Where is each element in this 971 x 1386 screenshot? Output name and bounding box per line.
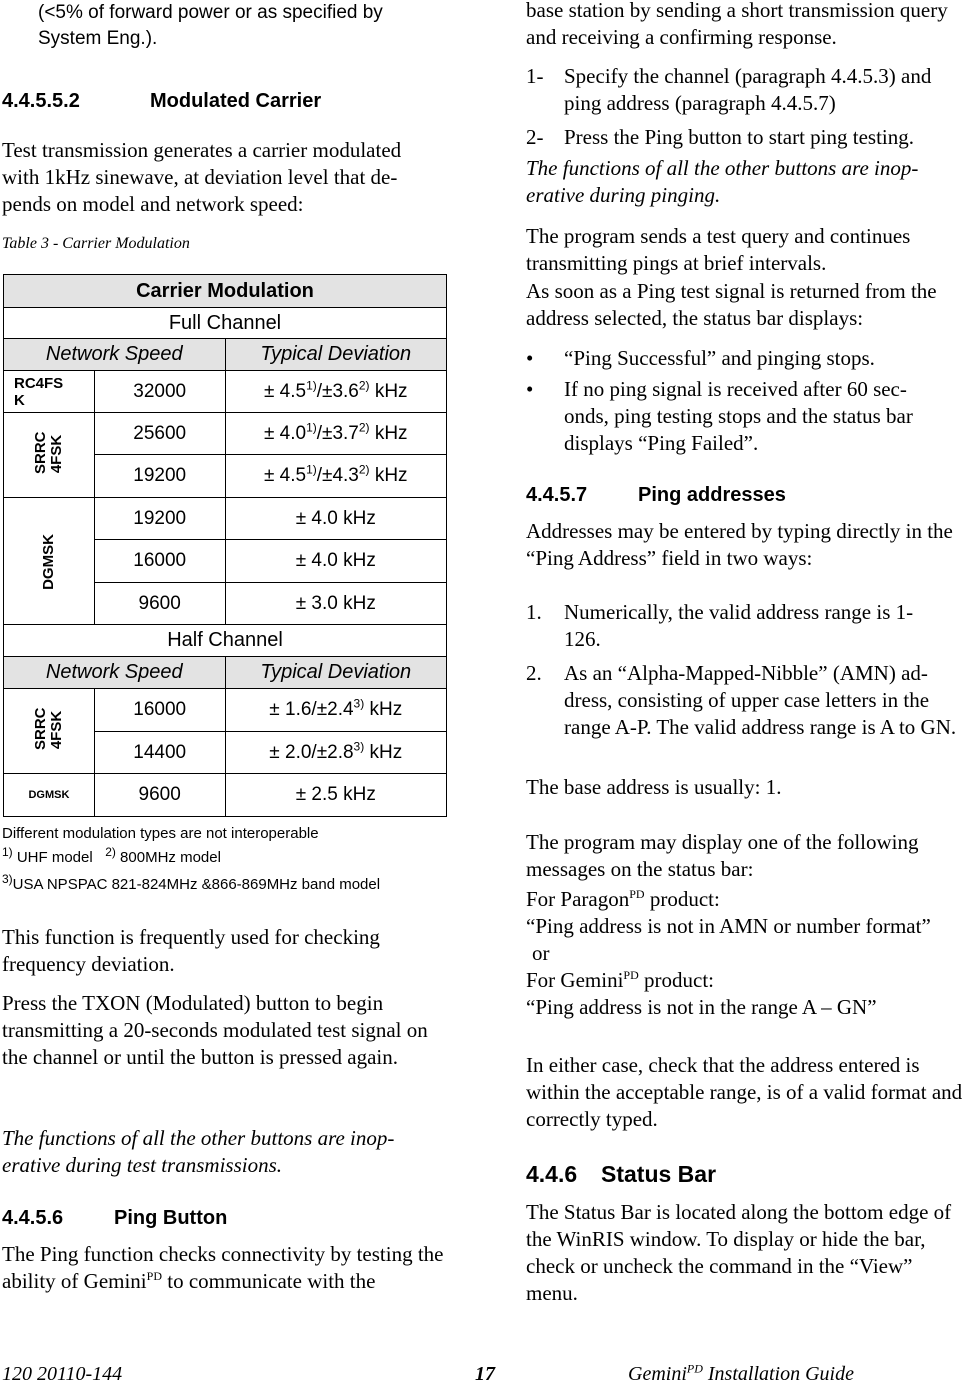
deviation-cell: ± $1.6/\pm 2.4^{3)}$ kHz (225, 689, 446, 732)
deviation-cell: ± $4.5^{1)}/\pm 3.6^{2)}$ kHz (225, 371, 446, 413)
ping-continued-paragraph: base station by sending a short transmission query and receiving a confirming response. (526, 0, 948, 49)
status-messages-block (526, 886, 971, 1021)
ping-step: 1- Specify the channel (paragraph 4.4.5.3) and ping address (paragraph 4.4.5.7) (526, 64, 932, 115)
heading-number: 4.4.5.6 (2, 1207, 64, 1229)
speed-cell: 19200 (94, 455, 225, 498)
deviation-cell: ± $4.0^{1)}/\pm 3.7^{2)}$ kHz (225, 413, 446, 455)
heading-status-bar (526, 1161, 716, 1188)
either-case-paragraph: In either case, check that the address entered is within the acceptable range, is of a valid format and correctly typed. (526, 1053, 963, 1131)
deviation-cell: ± 3.0 kHz (225, 583, 446, 625)
status-bar-displays-paragraph: As soon as a Ping test signal is returned from the address selected, the status bar displays: (526, 279, 937, 330)
address-format-item: 2. As an “Alpha-Mapped-Nibble” (AMN) ad-dress, consisting of upper case letters in the range A-P. The valid address range is A to GN. (526, 661, 957, 739)
heading-ping-button (2, 1207, 227, 1230)
continued-line-1: (<5% of forward power or as specified by (38, 2, 383, 23)
modulated-carrier-paragraph: Test transmission generates a carrier modulated with 1kHz sinewave, at deviation level that de-pends on model and network speed: (2, 138, 402, 216)
ping-step: 2- Press the Ping button to start ping testing. (526, 125, 914, 149)
address-format-item: 1. Numerically, the valid address range is 1-126. (526, 600, 914, 651)
inoperative-note: The functions of all the other buttons are inop-erative during test transmissions. (2, 1126, 395, 1177)
footer-doc-number: 120 20110-144 (2, 1363, 123, 1385)
footnote-npspac: $^{3)}$USA NPSPAC 821-824MHz &866-869MHz band model (2, 872, 381, 893)
heading-number: 4.4.6 (526, 1161, 578, 1187)
header-network-speed: Network Speed (4, 339, 226, 371)
modulation-type-rc4fsk: RC4FS K (4, 371, 95, 413)
modulation-type-srrc4fsk: SRRC 4FSK (4, 413, 95, 498)
table-caption: Table 3 - Carrier Modulation (2, 235, 190, 252)
header-typical-deviation: Typical Deviation (225, 339, 446, 371)
modulation-type-srrc4fsk-half: SRRC 4FSK (4, 689, 95, 774)
ping-result-bullets (526, 345, 946, 457)
heading-title: Status Bar (601, 1161, 717, 1187)
modulation-type-dgmsk: DGMSK (4, 498, 95, 625)
continued-line-2: System Eng.). (38, 28, 158, 49)
address-formats-list (526, 599, 966, 741)
heading-modulated-carrier (2, 90, 321, 113)
frequency-deviation-paragraph: This function is frequently used for checking frequency deviation. (2, 925, 380, 976)
paragon-product-label: For Paragon$^{PD}$ product: (526, 887, 720, 911)
speed-cell: 9600 (94, 774, 225, 817)
addresses-paragraph: Addresses may be entered by typing directly in the “Ping Address” field in two ways: (526, 519, 953, 570)
deviation-cell: ± 4.0 kHz (225, 498, 446, 540)
ping-inoperative-note: The functions of all the other buttons are inop-erative during pinging. (526, 156, 919, 207)
table-title: Carrier Modulation (4, 275, 447, 308)
txon-paragraph: Press the TXON (Modulated) button to begin transmitting a 20-seconds modulated test signal on the channel or until the button is pressed again. (2, 991, 428, 1069)
base-address-paragraph: The base address is usually: 1. (526, 775, 782, 799)
speed-cell: 25600 (94, 413, 225, 455)
modulation-type-dgmsk-half: DGMSK (4, 774, 95, 817)
header-network-speed: Network Speed (4, 657, 226, 689)
deviation-cell: ± $2.0/\pm 2.8^{3)}$ kHz (225, 732, 446, 774)
bullet-item: • “Ping Successful” and pinging stops. (526, 346, 875, 370)
footer-page-number: 17 (475, 1363, 495, 1385)
header-typical-deviation: Typical Deviation (225, 657, 446, 689)
heading-ping-addresses (526, 484, 786, 507)
speed-cell: 19200 (94, 498, 225, 540)
bullet-item: • If no ping signal is received after 60 sec-onds, ping testing stops and the status bar displays “Ping Failed”. (526, 377, 913, 455)
full-channel-label: Full Channel (4, 308, 447, 339)
deviation-cell: ± 2.5 kHz (225, 774, 446, 817)
gemini-product-label: For Gemini$^{PD}$ product: (526, 968, 714, 992)
speed-cell: 14400 (94, 732, 225, 774)
heading-title: Ping addresses (638, 484, 786, 506)
heading-title: Ping Button (114, 1207, 228, 1229)
footnote-interoperable: Different modulation types are not interoperable (2, 825, 319, 842)
ping-steps-list (526, 63, 966, 151)
footnote-models: $^{1)}$ UHF model $^{2)}$ 800MHz model (2, 845, 221, 866)
half-channel-label: Half Channel (4, 625, 447, 657)
status-messages-intro: The program may display one of the following messages on the status bar: (526, 830, 919, 881)
heading-number: 4.4.5.7 (526, 484, 588, 506)
test-query-paragraph: The program sends a test query and continues transmitting pings at brief intervals. (526, 224, 911, 275)
footer-guide-title: Gemini$^{PD}$ Installation Guide (628, 1361, 854, 1385)
carrier-modulation-table (3, 274, 447, 817)
deviation-cell: ± 4.0 kHz (225, 540, 446, 583)
deviation-cell: ± $4.5^{1)}/\pm 4.3^{2)}$ kHz (225, 455, 446, 498)
paragon-message: “Ping address is not in AMN or number format” (526, 914, 931, 938)
heading-title: Modulated Carrier (150, 90, 322, 112)
ping-function-paragraph: The Ping function checks connectivity by testing the ability of Gemini$^{PD}$ to communicate with the (2, 1242, 444, 1293)
or-separator: or (532, 941, 550, 965)
gemini-message: “Ping address is not in the range A – GN” (526, 995, 877, 1019)
status-bar-paragraph: The Status Bar is located along the bottom edge of the WinRIS window. To display or hide the bar, check or uncheck the command in the “View” menu. (526, 1200, 952, 1305)
speed-cell: 9600 (94, 583, 225, 625)
speed-cell: 16000 (94, 540, 225, 583)
table-footnotes (2, 822, 447, 897)
speed-cell: 32000 (94, 371, 225, 413)
speed-cell: 16000 (94, 689, 225, 732)
heading-number: 4.4.5.5.2 (2, 90, 80, 112)
continued-text (38, 0, 383, 52)
